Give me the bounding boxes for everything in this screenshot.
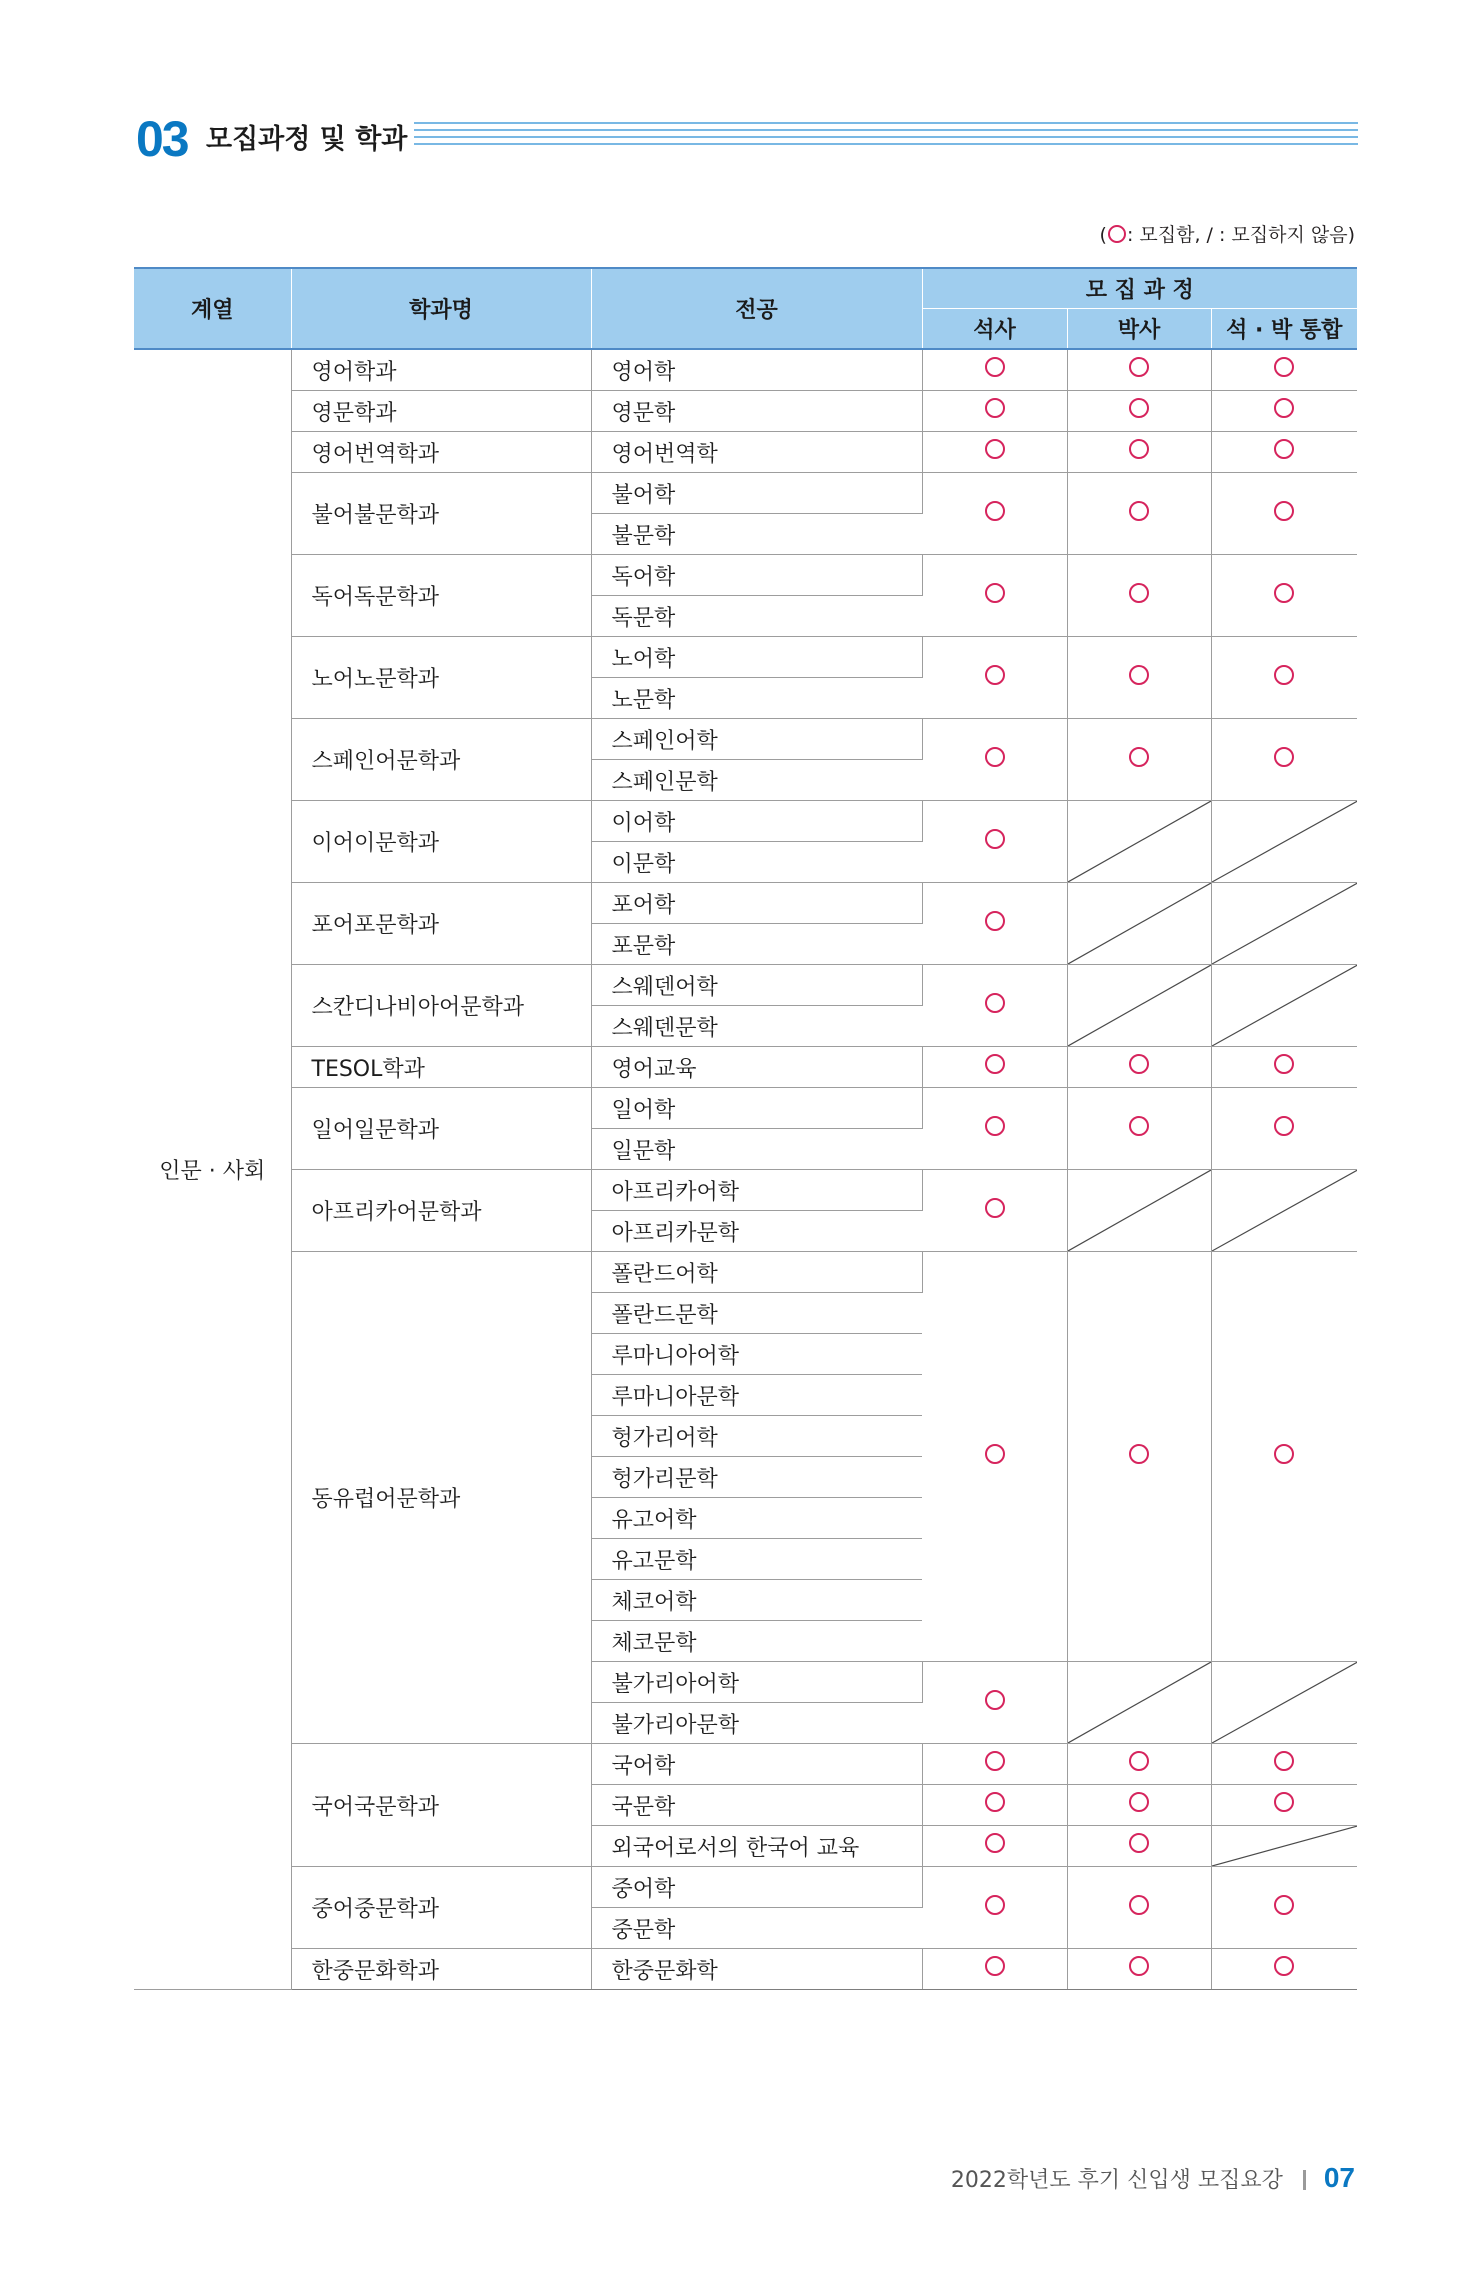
table-row [134, 965, 1357, 1006]
legend [1100, 220, 1355, 250]
not-recruit-doctoral [1067, 801, 1211, 883]
table-row [134, 801, 1357, 842]
not-recruit-doctoral [1067, 883, 1211, 965]
table-row [134, 1949, 1357, 1990]
recruit-integrated [1211, 637, 1357, 719]
major-cell: 독문학 [591, 596, 922, 637]
major-cell: 노문학 [591, 678, 922, 719]
circle-mark-icon [1129, 1116, 1149, 1136]
circle-mark-icon [985, 1690, 1005, 1710]
major-cell: 헝가리어학 [591, 1416, 922, 1457]
recruit-doctoral [1067, 1088, 1211, 1170]
dept-cell: 한중문화학과 [291, 1949, 591, 1990]
circle-mark-icon [1274, 1054, 1294, 1074]
major-cell: 영어번역학 [591, 432, 922, 473]
page-number: 07 [1323, 2162, 1355, 2193]
major-cell: 이문학 [591, 842, 922, 883]
recruit-doctoral [1067, 349, 1211, 391]
circle-mark-icon [1274, 1956, 1294, 1976]
circle-mark-icon [1274, 665, 1294, 685]
dept-cell: 일어일문학과 [291, 1088, 591, 1170]
major-cell: 불문학 [591, 514, 922, 555]
circle-mark-icon [1129, 583, 1149, 603]
recruit-masters [922, 1949, 1067, 1990]
not-recruit-integrated [1211, 801, 1357, 883]
recruit-integrated [1211, 555, 1357, 637]
recruit-doctoral [1067, 555, 1211, 637]
circle-mark-icon [1274, 439, 1294, 459]
major-cell: 아프리카문학 [591, 1211, 922, 1252]
table-row [134, 1252, 1357, 1293]
recruit-integrated [1211, 1867, 1357, 1949]
major-cell: 스페인어학 [591, 719, 922, 760]
circle-mark-icon [1129, 357, 1149, 377]
not-recruit-integrated [1211, 1826, 1357, 1867]
circle-mark-icon [985, 665, 1005, 685]
dept-cell: 중어중문학과 [291, 1867, 591, 1949]
dept-cell: 동유럽어문학과 [291, 1252, 591, 1744]
recruit-integrated [1211, 1785, 1357, 1826]
slash-mark-icon [1068, 883, 1211, 964]
slash-mark-icon [1212, 965, 1358, 1046]
circle-mark-icon [985, 829, 1005, 849]
circle-mark-icon [985, 583, 1005, 603]
circle-mark-icon [985, 357, 1005, 377]
recruit-masters [922, 883, 1067, 965]
circle-mark-icon [1274, 747, 1294, 767]
dept-cell: 국어국문학과 [291, 1744, 591, 1867]
recruit-integrated [1211, 1949, 1357, 1990]
recruit-doctoral [1067, 1785, 1211, 1826]
recruit-masters [922, 555, 1067, 637]
legend-circle-text: : 모집함, [1126, 224, 1201, 246]
circle-mark-icon [1274, 1116, 1294, 1136]
circle-mark-icon [985, 911, 1005, 931]
recruit-masters [922, 349, 1067, 391]
circle-mark-icon [985, 747, 1005, 767]
major-cell: 일어학 [591, 1088, 922, 1129]
dept-cell: 이어이문학과 [291, 801, 591, 883]
dept-cell: 노어노문학과 [291, 637, 591, 719]
recruit-masters [922, 1744, 1067, 1785]
legend-slash-text: / : 모집하지 않음) [1206, 224, 1355, 246]
page-footer [951, 2158, 1355, 2198]
major-cell: 중문학 [591, 1908, 922, 1949]
major-cell: 일문학 [591, 1129, 922, 1170]
circle-mark-icon [985, 398, 1005, 418]
recruit-doctoral [1067, 1252, 1211, 1662]
recruit-integrated [1211, 432, 1357, 473]
field-cell: 인문 · 사회 [134, 349, 291, 1990]
table-row [134, 1047, 1357, 1088]
recruit-masters [922, 473, 1067, 555]
major-cell: 영문학 [591, 391, 922, 432]
circle-mark-icon [1129, 747, 1149, 767]
table-row [134, 473, 1357, 514]
major-cell: 외국어로서의 한국어 교육 [591, 1826, 922, 1867]
major-cell: 독어학 [591, 555, 922, 596]
dept-cell: 독어독문학과 [291, 555, 591, 637]
not-recruit-doctoral [1067, 1662, 1211, 1744]
recruit-doctoral [1067, 719, 1211, 801]
major-cell: 루마니아어학 [591, 1334, 922, 1375]
major-cell: 불어학 [591, 473, 922, 514]
recruit-masters [922, 1047, 1067, 1088]
table-row [134, 719, 1357, 760]
circle-mark-icon [985, 1751, 1005, 1771]
circle-mark-icon [985, 1198, 1005, 1218]
section-number: 03 [136, 111, 188, 167]
recruit-masters [922, 1785, 1067, 1826]
recruit-doctoral [1067, 473, 1211, 555]
circle-mark-icon [1129, 1444, 1149, 1464]
not-recruit-integrated [1211, 883, 1357, 965]
admission-table [134, 267, 1357, 1990]
circle-mark-icon [1129, 1054, 1149, 1074]
major-cell: 유고문학 [591, 1539, 922, 1580]
circle-mark-icon [1274, 501, 1294, 521]
circle-mark-icon [1129, 398, 1149, 418]
not-recruit-integrated [1211, 1170, 1357, 1252]
circle-mark-icon [1129, 1895, 1149, 1915]
major-cell: 영어교육 [591, 1047, 922, 1088]
circle-mark-icon [1129, 1833, 1149, 1853]
recruit-masters [922, 801, 1067, 883]
circle-mark-icon [985, 1444, 1005, 1464]
recruit-masters [922, 1170, 1067, 1252]
header-doctoral: 박사 [1067, 309, 1211, 350]
table-row [134, 1170, 1357, 1211]
header-program: 모 집 과 정 [922, 268, 1357, 309]
not-recruit-integrated [1211, 1662, 1357, 1744]
circle-mark-icon [1274, 1751, 1294, 1771]
circle-mark-icon [985, 501, 1005, 521]
major-cell: 중어학 [591, 1867, 922, 1908]
major-cell: 스페인문학 [591, 760, 922, 801]
circle-mark-icon [1129, 1956, 1149, 1976]
section-header [136, 104, 1358, 174]
circle-mark-icon [1129, 439, 1149, 459]
recruit-masters [922, 1826, 1067, 1867]
footer-text: 2022학년도 후기 신입생 모집요강 [950, 2168, 1283, 2193]
recruit-doctoral [1067, 637, 1211, 719]
major-cell: 불가리아어학 [591, 1662, 922, 1703]
recruit-masters [922, 719, 1067, 801]
circle-mark-icon [985, 1116, 1005, 1136]
recruit-integrated [1211, 349, 1357, 391]
circle-mark-icon [1129, 1792, 1149, 1812]
slash-mark-icon [1212, 801, 1358, 882]
not-recruit-integrated [1211, 965, 1357, 1047]
slash-mark-icon [1068, 801, 1211, 882]
circle-mark-icon [1129, 665, 1149, 685]
table-row [134, 637, 1357, 678]
major-cell: 체코문학 [591, 1621, 922, 1662]
table-row [134, 349, 1357, 391]
header-field: 계열 [134, 268, 291, 349]
major-cell: 아프리카어학 [591, 1170, 922, 1211]
not-recruit-doctoral [1067, 965, 1211, 1047]
major-cell: 스웨덴문학 [591, 1006, 922, 1047]
circle-mark-icon [1108, 225, 1126, 243]
section-rule [414, 122, 1358, 158]
major-cell: 폴란드어학 [591, 1252, 922, 1293]
major-cell: 국문학 [591, 1785, 922, 1826]
recruit-doctoral [1067, 1949, 1211, 1990]
slash-mark-icon [1068, 1170, 1211, 1251]
recruit-integrated [1211, 1252, 1357, 1662]
dept-cell: 포어포문학과 [291, 883, 591, 965]
recruit-masters [922, 1662, 1067, 1744]
major-cell: 폴란드문학 [591, 1293, 922, 1334]
recruit-masters [922, 432, 1067, 473]
footer-divider [1303, 2170, 1306, 2190]
major-cell: 국어학 [591, 1744, 922, 1785]
recruit-doctoral [1067, 1047, 1211, 1088]
dept-cell: 스칸디나비아어문학과 [291, 965, 591, 1047]
slash-mark-icon [1068, 965, 1211, 1046]
circle-mark-icon [985, 993, 1005, 1013]
major-cell: 스웨덴어학 [591, 965, 922, 1006]
dept-cell: 영어학과 [291, 349, 591, 391]
table-row [134, 1867, 1357, 1908]
major-cell: 이어학 [591, 801, 922, 842]
section-title: 모집과정 및 학과 [206, 124, 408, 155]
header-dept: 학과명 [291, 268, 591, 349]
circle-mark-icon [1274, 583, 1294, 603]
major-cell: 포어학 [591, 883, 922, 924]
recruit-doctoral [1067, 1867, 1211, 1949]
major-cell: 불가리아문학 [591, 1703, 922, 1744]
table-row [134, 1744, 1357, 1785]
major-cell: 루마니아문학 [591, 1375, 922, 1416]
recruit-doctoral [1067, 391, 1211, 432]
header-masters: 석사 [922, 309, 1067, 350]
circle-mark-icon [1274, 1792, 1294, 1812]
dept-cell: 영문학과 [291, 391, 591, 432]
recruit-doctoral [1067, 1744, 1211, 1785]
dept-cell: 불어불문학과 [291, 473, 591, 555]
major-cell: 유고어학 [591, 1498, 922, 1539]
slash-mark-icon [1212, 1826, 1358, 1866]
table-row [134, 391, 1357, 432]
circle-mark-icon [1274, 1895, 1294, 1915]
dept-cell: 아프리카어문학과 [291, 1170, 591, 1252]
recruit-integrated [1211, 391, 1357, 432]
circle-mark-icon [985, 439, 1005, 459]
legend-open: ( [1099, 224, 1107, 246]
recruit-integrated [1211, 1047, 1357, 1088]
slash-mark-icon [1212, 1170, 1358, 1251]
circle-mark-icon [1129, 1751, 1149, 1771]
recruit-masters [922, 637, 1067, 719]
major-cell: 포문학 [591, 924, 922, 965]
dept-cell: 스페인어문학과 [291, 719, 591, 801]
circle-mark-icon [985, 1956, 1005, 1976]
dept-cell: 영어번역학과 [291, 432, 591, 473]
table-row [134, 555, 1357, 596]
table-row [134, 883, 1357, 924]
slash-mark-icon [1068, 1662, 1211, 1743]
recruit-masters [922, 1252, 1067, 1662]
circle-mark-icon [985, 1895, 1005, 1915]
header-integrated: 석 · 박 통합 [1211, 309, 1357, 350]
recruit-doctoral [1067, 432, 1211, 473]
slash-mark-icon [1212, 1662, 1358, 1743]
circle-mark-icon [1274, 357, 1294, 377]
recruit-integrated [1211, 1088, 1357, 1170]
table-row [134, 432, 1357, 473]
circle-mark-icon [985, 1054, 1005, 1074]
major-cell: 체코어학 [591, 1580, 922, 1621]
circle-mark-icon [1129, 501, 1149, 521]
circle-mark-icon [985, 1792, 1005, 1812]
recruit-masters [922, 1088, 1067, 1170]
major-cell: 한중문화학 [591, 1949, 922, 1990]
circle-mark-icon [1274, 1444, 1294, 1464]
recruit-integrated [1211, 1744, 1357, 1785]
recruit-masters [922, 965, 1067, 1047]
recruit-integrated [1211, 719, 1357, 801]
circle-mark-icon [1274, 398, 1294, 418]
recruit-masters [922, 391, 1067, 432]
slash-mark-icon [1212, 883, 1358, 964]
major-cell: 노어학 [591, 637, 922, 678]
circle-mark-icon [985, 1833, 1005, 1853]
recruit-masters [922, 1867, 1067, 1949]
dept-cell: TESOL학과 [291, 1047, 591, 1088]
header-major: 전공 [591, 268, 922, 349]
recruit-doctoral [1067, 1826, 1211, 1867]
not-recruit-doctoral [1067, 1170, 1211, 1252]
major-cell: 영어학 [591, 349, 922, 391]
table-row [134, 1088, 1357, 1129]
recruit-integrated [1211, 473, 1357, 555]
major-cell: 헝가리문학 [591, 1457, 922, 1498]
